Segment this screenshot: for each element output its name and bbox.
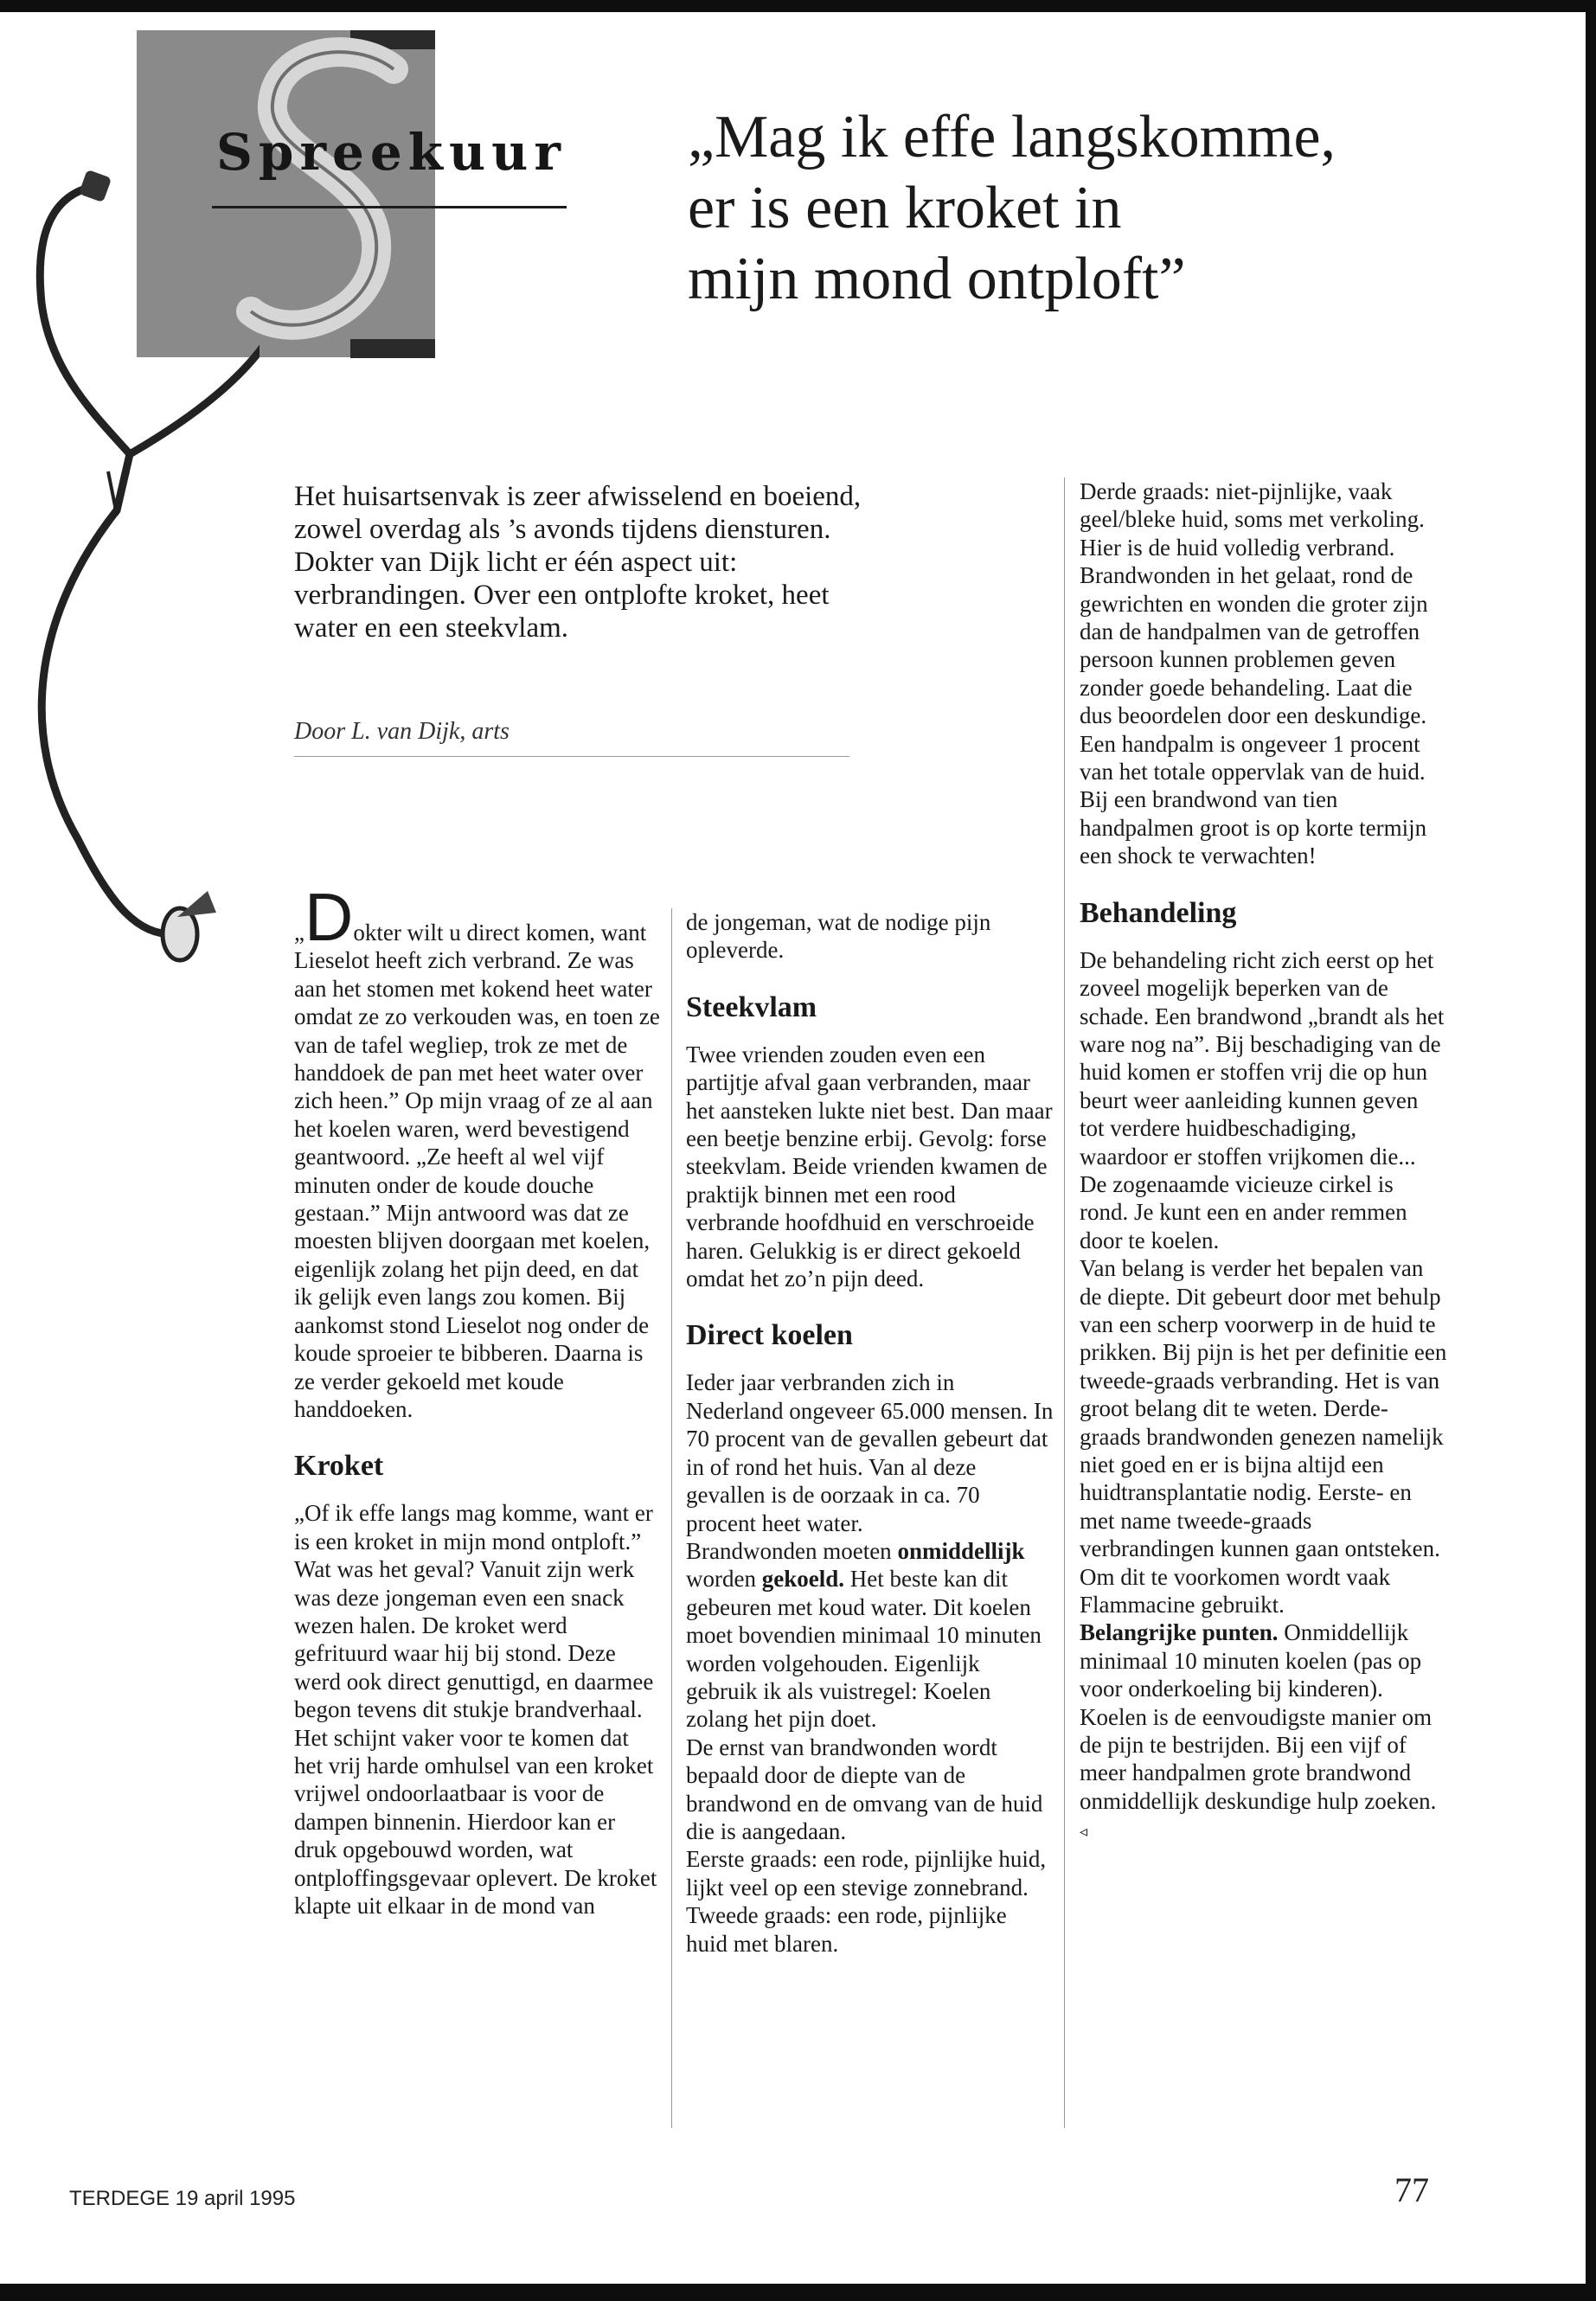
koelen-paragraph: [686, 1537, 1054, 1734]
page-number: 77: [1394, 2170, 1429, 2209]
end-mark-icon: ◃: [1080, 1823, 1088, 1842]
rubric-rule: [212, 206, 567, 208]
emphasis: gekoeld.: [761, 1566, 844, 1593]
rubric-label: Spreekuur: [216, 123, 567, 182]
article-column-3: [1080, 478, 1447, 1847]
headline-line: er is een kroket in: [688, 175, 1122, 241]
stethoscope-illustration: [0, 130, 260, 1038]
intro-paragraph: Het huisartsenvak is zeer afwisselend en boeiend, zowel overdag als ’s avonds tijdens diensturen. Dokter van Dijk licht er één aspect uit: verbrandingen. Over een ontplofte kroket, heet water en een steekvlam.: [294, 481, 862, 644]
text-run: Het beste kan dit gebeuren met koud water. Dit koelen moet bovendien minimaal 10 minuten worden volgehouden. Eigenlijk gebruik ik als vuistregel: Koelen zolang het pijn doet.: [686, 1566, 1042, 1733]
emphasis: onmiddellijk: [897, 1537, 1025, 1564]
section-heading-direct-koelen: Direct koelen: [686, 1319, 853, 1352]
derde-graads-paragraph: Derde graads: niet-pijnlijke, vaak geel/bleke huid, soms met verkoling. Hier is de huid volledig verbrand.: [1080, 478, 1425, 561]
behandeling-paragraph: Van belang is verder het bepalen van de diepte. Dit gebeurt door met behulp van een scherp voorwerp in de huid te prikken. Bij pijn is het per definitie een tweede-graads verbranding. Het is van groot belang dit te weten. Derde- graads brandwonden genezen namelijk niet goed en er is bijna altijd een huidtransplantatie nodig. Eerste- en met name tweede-graads verbrandingen kunnen gaan ontsteken. Om dit te voorkomen wordt vaak Flammacine gebruikt.: [1080, 1255, 1447, 1618]
byline: Door L. van Dijk, arts: [294, 718, 510, 745]
headline-line: „Mag ik effe langskomme,: [688, 104, 1336, 170]
article-column-1: [294, 879, 662, 1920]
column-rule: [1064, 478, 1065, 2128]
page-border-top: [0, 0, 1596, 12]
opening-text: okter wilt u direct komen, want Lieselot heeft zich verbrand. Ze was aan het stomen met kokend heet water omdat ze zo verkouden was, en toen ze van de tafel wegliep, trok ze met de handdoek de pan met heet water over zich heen.” Op mijn vraag of ze al aan het koelen waren, werd bevestigend geantwoord. „Ze heeft al wel vijf minuten onder de koude douche gestaan.” Mijn antwoord was dat ze moesten blijven doorgaan met koelen, eigenlijk zolang het pijn deed, en dat ik gelijk even langs zou komen. Bij aankomst stond Lieselot nog onder de koude sproeier te bibberen. Daarna is ze verder gekoeld met koude handdoeken.: [294, 920, 660, 1422]
koelen-paragraph: De ernst van brandwonden wordt bepaald door de diepte van de brandwond en de omvang van de huid die is aangedaan.: [686, 1734, 1043, 1844]
section-heading-kroket: Kroket: [294, 1450, 384, 1483]
gelaat-paragraph: Brandwonden in het gelaat, rond de gewrichten en wonden die groter zijn dan de handpalmen van de getroffen persoon kunnen problemen geven zonder goede behandeling. Laat die dus beoordelen door een deskundige. Een handpalm is ongeveer 1 procent van het totale oppervlak van de huid. Bij een brandwond van tien handpalmen groot is op korte termijn een shock te verwachten!: [1080, 562, 1428, 869]
page-border-right: [1586, 0, 1596, 2301]
publication-footer: TERDEGE 19 april 1995: [69, 2187, 296, 2210]
punten-text: Onmiddellijk minimaal 10 minuten koelen (pas op voor onderkoeling bij kinderen). Koelen is de eenvoudigste manier om de pijn te bestrijden. Bij een vijf of meer handpalmen grote brandwond onmiddellijk deskundige hulp zoeken.: [1080, 1619, 1437, 1814]
koelen-paragraph: Eerste graads: een rode, pijnlijke huid, lijkt veel op een stevige zonnebrand.: [686, 1846, 1047, 1900]
article-headline: [688, 102, 1553, 315]
section-heading-behandeling: Behandeling: [1080, 896, 1237, 929]
headline-line: mijn mond ontploft”: [688, 246, 1186, 312]
behandeling-paragraph: De behandeling richt zich eerst op het zoveel mogelijk beperken van de schade. Een brandwond „brandt als het ware nog na”. Bij beschadiging van de huid komen er stoffen vrij die op hun beurt weer aanleiding kunnen geven tot verdere huidbeschadiging, waardoor er stoffen vrijkomen die... De zogenaamde vicieuze cirkel is rond. Je kunt een en ander remmen door te koelen.: [1080, 946, 1445, 1253]
byline-rule: [294, 756, 849, 757]
punten-label: Belangrijke punten.: [1080, 1619, 1279, 1646]
page-border-bottom: [0, 2284, 1596, 2301]
section-heading-steekvlam: Steekvlam: [686, 990, 817, 1023]
belangrijke-punten-paragraph: [1080, 1618, 1447, 1846]
text-run: Brandwonden moeten: [686, 1537, 898, 1564]
kroket-paragraph: „Of ik effe langs mag komme, want er is een kroket in mijn mond ontploft.” Wat was het geval? Vanuit zijn werk was deze jongeman even een snack wezen halen. De kroket werd gefrituurd waar hij bij stond. Deze werd ook direct genuttigd, en daarmee begon tevens dit stukje brandverhaal. Het schijnt vaker voor te komen dat het vrij harde omhulsel van een kroket vrijwel ondoorlaatbaar is voor de dampen binnenin. Hierdoor kan er druk opgebouwd worden, wat ontploffingsgevaar oplevert. De kroket klapte uit elkaar in de mond van: [294, 1500, 657, 1919]
text-run: worden: [686, 1566, 762, 1593]
koelen-paragraph: Ieder jaar verbranden zich in Nederland ongeveer 65.000 mensen. In 70 procent van de gevallen gebeurt dat in of rond het huis. Van al deze gevallen is de oorzaak in ca. 70 procent heet water.: [686, 1369, 1054, 1536]
column-rule: [671, 908, 672, 2128]
article-column-2: [686, 908, 1054, 1958]
opening-paragraph: [294, 879, 662, 1423]
dropcap-quote: „: [294, 920, 304, 945]
koelen-paragraph: Tweede graads: een rode, pijnlijke huid met blaren.: [686, 1902, 1007, 1957]
dropcap-letter: D: [304, 879, 354, 955]
steekvlam-paragraph: Twee vrienden zouden even een partijtje afval gaan verbranden, maar het aansteken lukte niet best. Dan maar een beetje benzine erbij. Gevolg: forse steekvlam. Beide vrienden kwamen de praktijk binnen met een rood verbrande hoofdhuid en verschroeide haren. Gelukkig is er direct gekoeld omdat het zo’n pijn deed.: [686, 1041, 1053, 1292]
continuation-paragraph: de jongeman, wat de nodige pijn opleverde.: [686, 909, 991, 964]
